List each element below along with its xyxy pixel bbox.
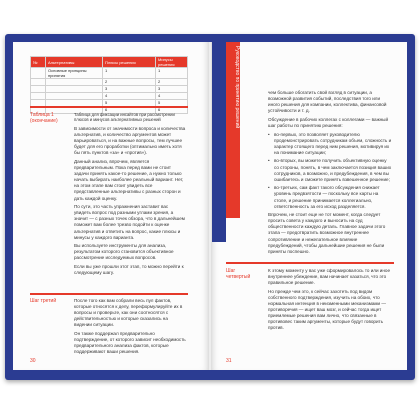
step-label: Шаг четвертый: [226, 268, 251, 280]
page-number: 30: [30, 358, 36, 364]
table-cell: 1: [103, 68, 156, 79]
paragraph: Обсуждение в рабочих коллегах с коллегами — важный шаг работы по принятию решения:: [268, 116, 389, 128]
table-header-cell: Альтернативы: [46, 57, 103, 68]
section-divider: [30, 106, 188, 108]
table-cell: 6: [103, 107, 156, 114]
table-cell: 2: [103, 79, 156, 86]
paragraph: К этому моменту у вас уже сформировалось то или иное внутреннее убеждение, вам начинает казаться, что это правильное решение.: [268, 268, 391, 286]
table-cell: [31, 86, 46, 93]
page-number: 31: [226, 358, 232, 364]
bullet-item: • во-первых, это позволяет руководителю продемонстрировать сотрудникам объем, сложность и характер стоящего перед ним решения, мотивируя их на понимание ситуации;: [268, 132, 392, 156]
table-cell: Основные принципы принятия: [46, 68, 103, 79]
table-caption: Таблица для фиксации инсайтов при рассмотрении плюсов и минусов альтернативных решений: [74, 112, 175, 123]
table-row: [31, 93, 188, 100]
table-row: [31, 79, 188, 86]
paragraph: Данный анализ, впрочем, является предварительным. Пока перед вами не стоит задачи принять какое-то решение, а нужно только начать выбирать наиболее реальный вариант. Нет, на этом этапе вам стоит увидеть все представленные альтернативы с разных сторон и дать каждой оценку.: [74, 158, 184, 201]
chapter-tab: [212, 42, 226, 242]
right-body-text: [268, 90, 392, 257]
table-label: Таблица 1 (окончание): [30, 112, 58, 124]
table-cell: [46, 86, 103, 93]
paragraph: По сути, это часть упражнения заставит вас увидеть вопрос под разными углами зрения, а значит — с разных точек обзора, что в дальнейшем поможет вам более трезво подойти к оценке альтернатив и ответить на вопрос, какие плюсы и минусы у каждого варианта.: [74, 204, 185, 240]
section-divider: [30, 293, 188, 295]
table-cell: [31, 79, 46, 86]
table-header-cell: Минусы решения: [156, 57, 188, 68]
section-divider: [226, 262, 394, 264]
paragraph: Вы используете инструменты для анализа, результатом которого становится объективное рассмотрение исследуемых вопросов.: [74, 243, 174, 261]
table-cell: 4: [103, 93, 156, 100]
table-header-cell: №: [31, 57, 46, 68]
table-cell: [46, 79, 103, 86]
table-header-cell: Плюсы решения: [103, 57, 156, 68]
table-row: [31, 68, 188, 79]
table-cell: 4: [156, 93, 188, 100]
paragraph: Но прежде чем это, к сейчас захотеть под видом собственного подтверждения, изучить на обоих, что нормальная интенция в неизменными механизмами — противоречия — ищет ваш мозг, и сейчас тогда ищет приемлемые решения вам лично, что связанные в противовес таким аргументы, которые будут говорить против.: [268, 288, 386, 331]
paragraph: Впрочем, не стоит еще не тот момент, когда следует просить совета у каждого и выносить на суд общественности каждую деталь. Главное задачи этого этапа — предотвратить возможное внутреннее сопротивление и нежелательное влияние предубеждений, чтобы дальнейшие решения не были приняты поспешно.: [268, 212, 386, 254]
table-cell: 1: [156, 68, 188, 79]
paragraph: Если вы уже прошли этот этап, то можно перейти к следующему шагу.: [74, 263, 184, 276]
table-row: [31, 86, 188, 93]
table-cell: [46, 93, 103, 100]
paragraph: чем больше обогатить свой взгляд в ситуации, а возможной развития событий, последствия того или иного решения для компании, коллектива, финансовой устойчивости и т. д.: [268, 90, 387, 114]
paragraph: В зависимости от значимости вопроса и количества альтернатив, и количество аргументов может варьироваться, и на важные вопросы, тем лучшее будет для его проработки (оптимально иметь хотя бы пять пунктов «за» и «против»).: [74, 126, 186, 156]
table-cell: 6: [156, 107, 188, 114]
bullet-item: • во-третьих, сам факт такого обсуждения снижает уровень предвзятости — поскольку все карты на столе, и решение принимается коллегиально, ответственность за его исход разделяется.: [268, 185, 392, 209]
bookmark-text: Руководство по принятию решений: [234, 46, 240, 129]
table-cell: 5: [103, 100, 156, 107]
table-cell: 3: [103, 86, 156, 93]
paragraph: Он также поддержал предварительно подтверждение, от которого зависит необходимость предварительного анализа фактов, которые поддерживают ваши решения.: [74, 330, 186, 355]
table-cell: 5: [156, 100, 188, 107]
left-body-text: [74, 126, 186, 279]
chapter-bookmark: [226, 42, 240, 218]
bullet-item: • во-вторых, вы можете получить объективную оценку со стороны, понять, в чем заключается позиция ваших сотрудников, а возможно, и предубеждения, в чем вы ошибаетесь и сможете принять взвешенное решение;: [268, 158, 392, 182]
table-cell: 2: [156, 79, 188, 86]
step-label: Шаг третий: [30, 298, 57, 304]
table-cell: [31, 68, 46, 79]
table-cell: [31, 93, 46, 100]
paragraph: После того как вам собрали весь пул фактов, которые относятся к делу, переформулируйте их в вопросы и проверьте, как они соотносятся с действительностью и которые сказались на видении ситуации.: [74, 298, 183, 328]
left-step-text: [74, 298, 186, 358]
right-step-text: [268, 268, 392, 334]
table-header-row: [31, 57, 188, 68]
table-cell: 3: [156, 86, 188, 93]
